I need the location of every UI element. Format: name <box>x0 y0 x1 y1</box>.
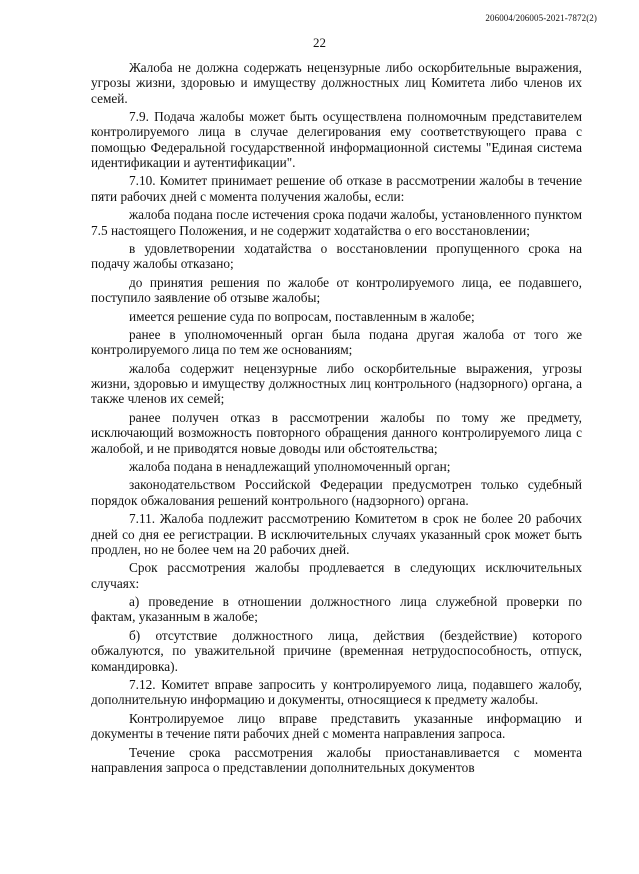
paragraph: до принятия решения по жалобе от контролируемого лица, ее подавшего, поступило заявление об отзыве жалобы; <box>91 274 582 306</box>
paragraph: законодательством Российской Федерации предусмотрен только судебный порядок обжалования решений контрольного (надзорного) органа. <box>91 477 582 508</box>
paragraph: 7.9. Подача жалобы может быть осуществлена полномочным представителем контролируемого лица в случае делегирования ему соответствующего права с помощью Федеральной государственной информационной системы "Единая система идентификации и аутентификации". <box>91 109 582 170</box>
paragraph: имеется решение суда по вопросам, поставленным в жалобе; <box>129 308 475 324</box>
paragraph: Срок рассмотрения жалобы продлевается в следующих исключительных случаях: <box>91 560 582 591</box>
document-body <box>91 60 582 778</box>
paragraph: 7.11. Жалоба подлежит рассмотрению Комитетом в срок не более 20 рабочих дней со дня ее регистрации. В исключительных случаях указанный срок может быть продлен, но не более чем на 20 рабочих дней. <box>91 511 582 557</box>
paragraph: 7.10. Комитет принимает решение об отказе в рассмотрении жалобы в течение пяти рабочих дней с момента получения жалобы, если: <box>91 173 582 204</box>
paragraph: жалоба подана в ненадлежащий уполномоченный орган; <box>129 459 451 474</box>
paragraph: а) проведение в отношении должностного лица служебной проверки по фактам, указанным в жалобе; <box>91 594 582 625</box>
paragraph: б) отсутствие должностного лица, действия (бездействие) которого обжалуются, по уважительной причине (временная нетрудоспособность, отпуск, командировка). <box>91 627 582 674</box>
document-id: 206004/206005-2021-7872(2) <box>485 13 597 23</box>
paragraph: Течение срока рассмотрения жалобы приостанавливается с момента направления запроса о представлении дополнительных документов <box>91 744 582 775</box>
paragraph: 7.12. Комитет вправе запросить у контролируемого лица, подавшего жалобу, дополнительную информацию и документы, относящиеся к предмету жалобы. <box>91 676 582 708</box>
paragraph: ранее в уполномоченный орган была подана другая жалоба от того же контролируемого лица по тем же основаниям; <box>91 327 582 358</box>
paragraph: ранее получен отказ в рассмотрении жалобы по тому же предмету, исключающий возможность повторного обращения данного контролируемого лица с жалобой, и не приводятся новые доводы или обстоятельства; <box>91 409 582 456</box>
paragraph: Жалоба не должна содержать нецензурные либо оскорбительные выражения, угрозы жизни, здоровью и имуществу должностных лиц Комитета либо членов их семей. <box>91 60 582 106</box>
page-number: 22 <box>313 35 326 50</box>
paragraph: жалоба подана после истечения срока подачи жалобы, установленного пунктом 7.5 настоящего Положения, и не содержит ходатайства о его восстановлении; <box>91 207 582 238</box>
paragraph: в удовлетворении ходатайства о восстановлении пропущенного срока на подачу жалобы отказано; <box>91 241 582 272</box>
paragraph: Контролируемое лицо вправе представить указанные информацию и документы в течение пяти рабочих дней с момента направления запроса. <box>91 710 582 742</box>
paragraph: жалоба содержит нецензурные либо оскорбительные выражения, угрозы жизни, здоровью и имуществу должностных лиц контрольного (надзорного) органа, а также членов их семей; <box>91 360 582 407</box>
